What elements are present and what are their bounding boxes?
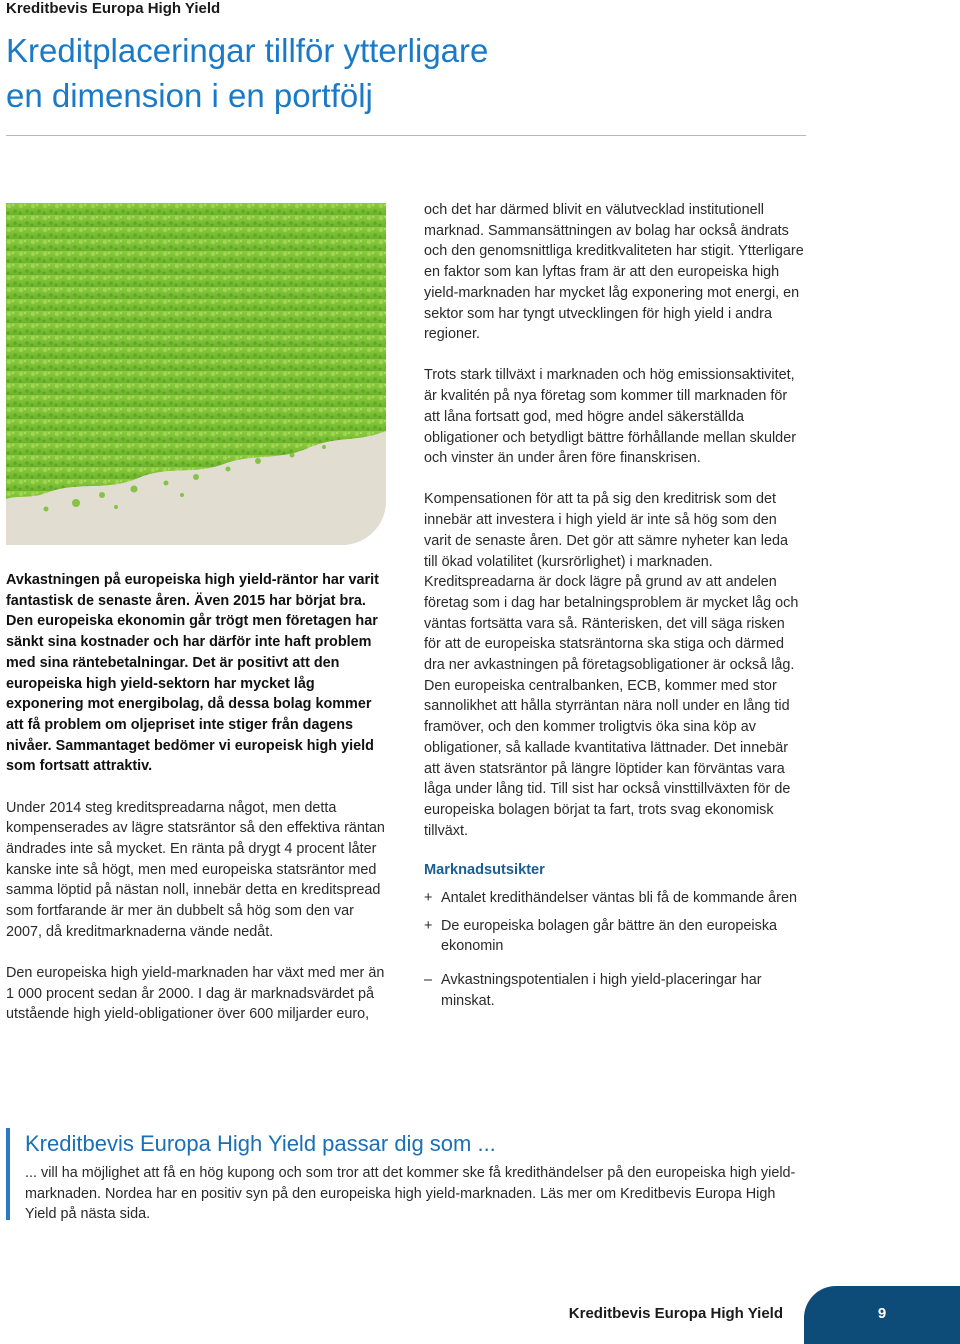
- suitability-box: [6, 1128, 806, 1223]
- outlook-heading: Marknadsutsikter: [424, 861, 545, 878]
- header-divider: [6, 135, 806, 136]
- right-column: [424, 200, 804, 1018]
- outlook-item-text: De europeiska bolagen går bättre än den europeiska ekonomin: [441, 917, 778, 955]
- market-outlook: [424, 862, 804, 1012]
- footer-label: Kreditbevis Europa High Yield: [568, 1305, 783, 1322]
- plus-icon: +: [424, 889, 433, 906]
- suitability-text: ... vill ha möjlighet att få en hög kupong och som tror att det kommer ske få kredithändelser på den europeiska high yield-marknaden. Nordea har en positiv syn på den europeiska high yield-marknaden. Läs mer om Kreditbevis Europa High Yield på nästa sida.: [25, 1165, 796, 1223]
- body-paragraph: Trots stark tillväxt i marknaden och hög emissionsaktivitet, är kvalitén på nya företag som kommer till marknaden för att låna fortsatt god, med högre andel säkerställda obligationer och betydligt bättre förhållande mellan skulder och vinster än under åren före finanskrisen.: [424, 367, 796, 467]
- outlook-item: [424, 970, 804, 1011]
- plus-icon: +: [424, 917, 433, 934]
- outlook-list: [424, 888, 804, 1012]
- page-title: [6, 28, 766, 118]
- minus-icon: –: [424, 972, 433, 988]
- suitability-title: Kreditbevis Europa High Yield passar dig som ...: [25, 1131, 496, 1156]
- title-line-2: en dimension i en portfölj: [6, 77, 373, 114]
- outlook-item-text: Antalet kredithändelser väntas bli få de kommande åren: [441, 889, 797, 906]
- moss-image: [6, 203, 386, 545]
- body-paragraph: Kompensationen för att ta på sig den kreditrisk som det innebär att investera i high yield är inte så hög som den varit de senaste åren. Det gör att sämre nyheter kan leda till ökad volatilitet (kursrörlighet) i marknaden. Kreditspreadarna är dock lägre på grund av att andelen företag som i dag har betalningsproblem är mycket låg och väntas fortsätta vara så. Ränterisken, det vill säga risken för att de europeiska statsräntorna ska stiga och därmed dra ner avkastningen på företagsobligationer är också låg. Den europeiska centralbanken, ECB, kommer med stor sannolikhet att hålla styrräntan nära noll under en lång tid framöver, och den kommer troligtvis öka sina köp av obligationer, så kallade kvantitativa lättnader. Det innebär att även statsräntor på längre löptider kan förväntas vara låga under lång tid. Till sist har också vinsttillväxten för de europeiska bolagen börjat ta fart, trots svag ekonomisk tillväxt.: [424, 491, 799, 839]
- page-number: 9: [877, 1305, 887, 1322]
- left-column: [6, 570, 390, 1046]
- body-paragraph: Den europeiska high yield-marknaden har växt med mer än 1 000 procent sedan år 2000. I dag är marknadsvärdet på utstående high yield-obligationer över 600 miljarder euro,: [6, 964, 385, 1023]
- section-label: Kreditbevis Europa High Yield: [6, 0, 221, 17]
- lead-paragraph: Avkastningen på europeiska high yield-räntor har varit fantastisk de senaste åren. Även 2015 har börjat bra. Den europeiska ekonomin går trögt men företagen har sänkt sina kostnader och har därför inte haft problem med sina räntebetalningar. Det är positivt att den europeiska high yield-sektorn har mycket låg exponering mot energibolag, då dessa bolag kommer att få problem om oljepriset inte stiger från dagens nivåer. Sammantaget bedömer vi europeisk high yield som fortsatt attraktiv.: [6, 572, 379, 775]
- body-paragraph: Under 2014 steg kreditspreadarna något, men detta kompenserades av lägre statsräntor så den effektiva räntan ändrades inte så mycket. En ränta på drygt 4 procent låter kanske inte så högt, men med europeiska statsräntor med samma löptid på nästan noll, innebär detta en kreditspread som fortfarande är mer än dubbelt så hög som den var 2007, då kreditmarknaderna vände nedåt.: [6, 799, 385, 940]
- moss-illustration: [6, 203, 386, 545]
- page-number-tab: [804, 1286, 960, 1344]
- outlook-item: [424, 916, 804, 957]
- outlook-item: [424, 888, 804, 909]
- title-line-1: Kreditplaceringar tillför ytterligare: [6, 32, 489, 69]
- outlook-item-text: Avkastningspotentialen i high yield-placeringar har minskat.: [441, 972, 762, 1009]
- body-paragraph: och det har därmed blivit en välutvecklad institutionell marknad. Sammansättningen av bolag har också ändrats och den genomsnittliga kreditkvaliteten har stigit. Ytterligare en faktor som kan lyftas fram är att den europeiska high yield-marknaden har mycket låg exponering mot energi, en sektor som har tyngt utvecklingen för high yield i andra regioner.: [424, 202, 804, 343]
